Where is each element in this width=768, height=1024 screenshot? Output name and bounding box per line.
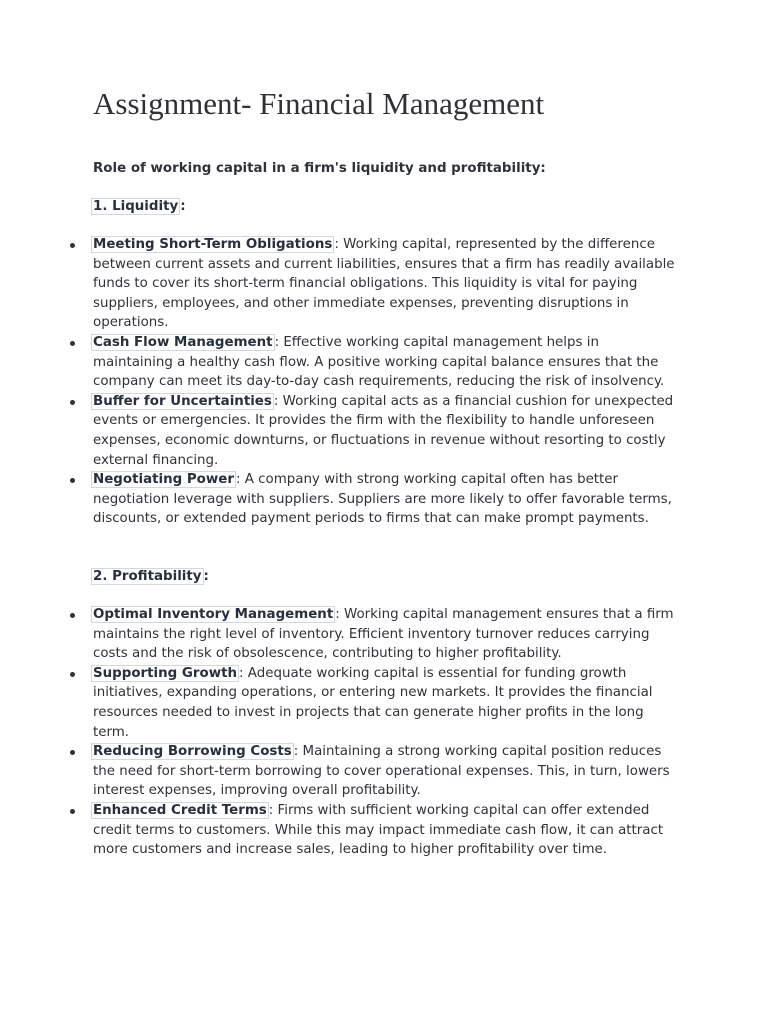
section-heading-label[interactable]: 1. Liquidity bbox=[93, 199, 179, 214]
list-item bbox=[93, 605, 683, 664]
section-heading-label[interactable]: 2. Profitability bbox=[93, 569, 202, 584]
bullet-icon bbox=[70, 613, 75, 618]
document-title: Assignment- Financial Management bbox=[93, 86, 545, 121]
item-term[interactable]: Supporting Growth bbox=[93, 665, 238, 681]
item-term[interactable]: Optimal Inventory Management bbox=[93, 607, 334, 622]
section-heading-profitability bbox=[93, 567, 209, 587]
item-term[interactable]: Negotiating Power bbox=[93, 472, 234, 488]
bullet-icon bbox=[70, 809, 75, 814]
list-item bbox=[93, 801, 683, 860]
list-item bbox=[93, 235, 683, 333]
bullet-icon bbox=[70, 243, 75, 248]
section-heading-colon: : bbox=[203, 569, 209, 584]
list-item bbox=[93, 333, 683, 392]
bullet-icon bbox=[70, 478, 75, 483]
item-term[interactable]: Enhanced Credit Terms bbox=[93, 802, 267, 818]
list-item bbox=[93, 392, 683, 470]
item-term[interactable]: Cash Flow Management bbox=[93, 334, 273, 350]
list-item bbox=[93, 742, 683, 801]
item-text: : Working capital acts as a financial cushion for unexpected events or emergencies. It provides the firm with the flexibility to handle unforeseen expenses, economic downturns, or fluctuations in revenue without resorting to costly external financing. bbox=[93, 393, 674, 468]
list-item bbox=[93, 664, 683, 742]
item-text: : Maintaining a strong working capital position reduces the need for short-term borrowing to cover operational expenses. This, in turn, lowers interest expenses, improving overall profitability. bbox=[93, 744, 670, 799]
bullet-icon bbox=[70, 672, 75, 677]
item-text: : Working capital management ensures that a firm maintains the right level of inventory. Efficient inventory turnover reduces carrying costs and the risk of obsolescence, contributing to higher profitability. bbox=[93, 607, 674, 662]
item-term[interactable]: Reducing Borrowing Costs bbox=[93, 744, 292, 760]
liquidity-list bbox=[93, 235, 683, 529]
item-text: : Working capital, represented by the difference between current assets and current liabilities, ensures that a firm has readily available funds to cover its short-term financial obligations. This liquidity is vital for paying suppliers, employees, and other immediate expenses, preventing disruptions in operations. bbox=[93, 237, 675, 331]
section-heading-liquidity bbox=[93, 197, 186, 217]
bullet-icon bbox=[70, 341, 75, 346]
item-text: : A company with strong working capital often has better negotiation leverage with suppliers. Suppliers are more likely to offer favorable terms, discounts, or extended payment periods to firms that can make prompt payments. bbox=[93, 472, 672, 527]
list-item bbox=[93, 470, 683, 529]
section-heading-colon: : bbox=[180, 199, 186, 214]
item-text: : Effective working capital management helps in maintaining a healthy cash flow. A positive working capital balance ensures that the company can meet its day-to-day cash requirements, reducing the risk of insolvency. bbox=[93, 334, 665, 390]
document-subtitle: Role of working capital in a firm's liquidity and profitability: bbox=[93, 161, 546, 176]
bullet-icon bbox=[70, 400, 75, 405]
item-term[interactable]: Buffer for Uncertainties bbox=[93, 393, 272, 409]
item-term[interactable]: Meeting Short-Term Obligations bbox=[93, 237, 333, 252]
bullet-icon bbox=[70, 750, 75, 755]
item-text: : Adequate working capital is essential for funding growth initiatives, expanding operations, or entering new markets. It provides the financial resources needed to invest in projects that can generate higher profits in the long term. bbox=[93, 665, 653, 740]
profitability-list bbox=[93, 605, 683, 860]
item-text: : Firms with sufficient working capital can offer extended credit terms to customers. While this may impact immediate cash flow, it can attract more customers and increase sales, leading to higher profitability over time. bbox=[93, 802, 664, 858]
